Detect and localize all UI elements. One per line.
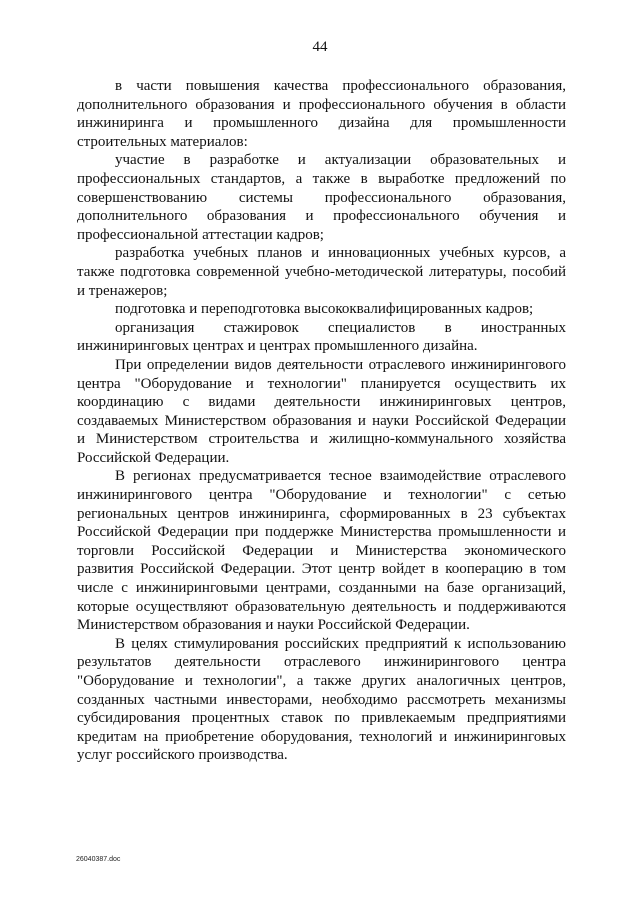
text-line: инжиниринга и промышленного дизайна для промышленности [77, 115, 566, 132]
text-line: участие в разработке и актуализации образовательных и [115, 152, 566, 169]
text-line: кредитам на приобретение оборудования, технологий и инжиниринговых [77, 728, 566, 745]
text-line: дополнительного образования и профессионального обучения и [77, 208, 566, 225]
text-line: создаваемых Министерством образования и науки Российской Федерации [77, 412, 566, 429]
text-line: субсидирования процентных ставок по привлекаемым предприятиями [77, 710, 566, 727]
text-line: координацию с видами деятельности инжиниринговых центров, [77, 394, 566, 411]
text-line: подготовка и переподготовка высококвалифицированных кадров; [115, 301, 534, 318]
text-line: развития Российской Федерации. Этот центр войдет в кооперацию в том [77, 561, 566, 578]
paragraph [77, 635, 566, 765]
text-line: созданных частными инвесторами, необходимо рассмотреть механизмы [77, 691, 566, 708]
paragraph [77, 356, 566, 468]
text-line: организация стажировок специалистов в иностранных [115, 319, 566, 336]
text-line: торговли Российской Федерации и Министерства экономического [77, 542, 566, 559]
document-body [77, 77, 566, 765]
paragraph [77, 319, 566, 356]
text-line: профессиональной аттестации кадров; [77, 226, 324, 243]
text-line: центра "Оборудование и технологии" планируется осуществить их [77, 375, 566, 392]
paragraph [77, 151, 566, 244]
text-line: в части повышения качества профессионального образования, [115, 78, 566, 94]
paragraph [77, 300, 566, 319]
text-line: которые осуществляют образовательную деятельность и поддерживаются [77, 598, 566, 615]
text-line: Российской Федерации при поддержке Министерства промышленности и [77, 524, 566, 541]
paragraph [77, 467, 566, 634]
text-line: также подготовка современной учебно-методической литературы, пособий [77, 263, 566, 280]
text-line: Министерством образования и науки Российской Федерации. [77, 617, 470, 634]
text-line: "Оборудование и технологии", а также других аналогичных центров, [77, 673, 566, 689]
text-line: Российской Федерации. [77, 449, 230, 466]
text-line: совершенствованию системы профессионального образования, [77, 189, 566, 206]
text-line: строительных материалов: [77, 133, 248, 150]
text-line: числе с инжиниринговыми центрами, созданными на базе организаций, [77, 580, 566, 597]
page-number: 44 [312, 39, 328, 55]
text-line: и тренажеров; [77, 282, 168, 299]
text-line: разработка учебных планов и инновационных учебных курсов, а [115, 245, 566, 262]
paragraph [77, 77, 566, 151]
text-line: услуг российского производства. [77, 747, 288, 764]
text-line: В целях стимулирования российских предприятий к использованию [115, 635, 566, 652]
text-line: и Министерством строительства и жилищно-коммунального хозяйства [77, 431, 566, 448]
text-line: В регионах предусматривается тесное взаимодействие отраслевого [115, 468, 566, 485]
text-line: инжинирингового центра "Оборудование и технологии" с сетью [77, 487, 566, 504]
text-line: результатов деятельности отраслевого инжинирингового центра [77, 654, 566, 671]
paragraph [77, 244, 566, 300]
text-line: инжиниринговых центрах и центрах промышленного дизайна. [77, 338, 478, 355]
text-line: дополнительного образования и профессионального обучения в области [77, 96, 566, 113]
text-line: При определении видов деятельности отраслевого инжинирингового [115, 356, 566, 373]
text-line: профессиональных стандартов, а также в выработке предложений по [77, 170, 566, 187]
footer-filename: 26040387.doc [76, 856, 121, 863]
text-line: региональных центров инжиниринга, сформированных в 23 субъектах [77, 505, 566, 522]
